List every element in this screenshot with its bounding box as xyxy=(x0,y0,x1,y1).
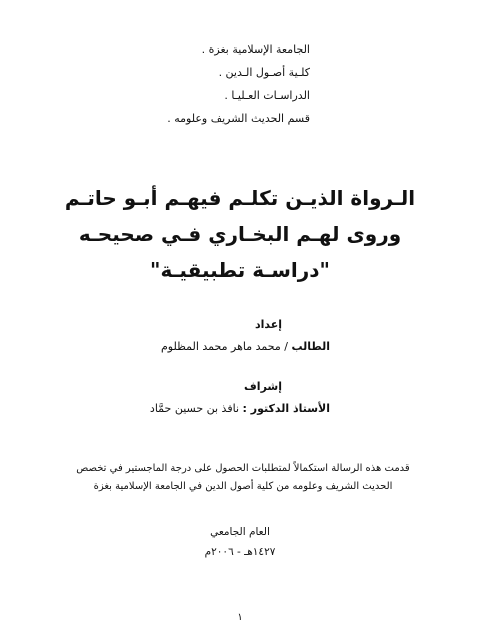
supervisor-name: نافذ بن حسين حمَّاد xyxy=(149,402,240,415)
submission-line-2: الحديث الشريف وعلومه من كلية أصول الدين في الجامعة الإسلامية بغزة xyxy=(93,481,393,492)
submission-statement xyxy=(70,460,416,496)
thesis-title-line-1: الـرواة الذيـن تكلـم فيهـم أبـو حاتـم xyxy=(64,186,416,210)
thesis-title xyxy=(60,180,420,288)
submission-line-1: قدمت هذه الرسالة استكمالاً لمتطلبات الحصول على درجة الماجستير في تخصص xyxy=(76,463,410,474)
faculty-name: كلـية أصـول الـدين . xyxy=(218,66,310,79)
supervisor-title: الأستاذ الدكتور : xyxy=(242,402,330,415)
thesis-title-line-3: "دراسـة تطبيقيـة" xyxy=(150,258,330,282)
academic-year-label: العام الجامعي xyxy=(210,526,270,538)
preparation-label: إعداد xyxy=(254,318,282,331)
thesis-title-line-2: وروى لهـم البخـاري فـي صحيحـه xyxy=(78,222,402,246)
graduate-studies: الدراسـات العـليـا . xyxy=(224,89,310,102)
supervision-label: إشراف xyxy=(244,380,282,393)
page-number: ١ xyxy=(237,612,243,623)
supervisor-line xyxy=(150,402,330,415)
student-name: محمد ماهر محمد المظلوم xyxy=(160,340,281,353)
student-title: الطالب xyxy=(291,340,330,353)
department-name: قسم الحديث الشريف وعلومه . xyxy=(167,112,310,125)
institution-block xyxy=(120,38,310,130)
separator: / xyxy=(284,340,288,353)
student-line xyxy=(161,340,330,353)
academic-year-value: ١٤٢٧هـ - ٢٠٠٦م xyxy=(204,546,276,558)
university-name: الجامعة الإسلامية بغزة . xyxy=(201,43,310,56)
